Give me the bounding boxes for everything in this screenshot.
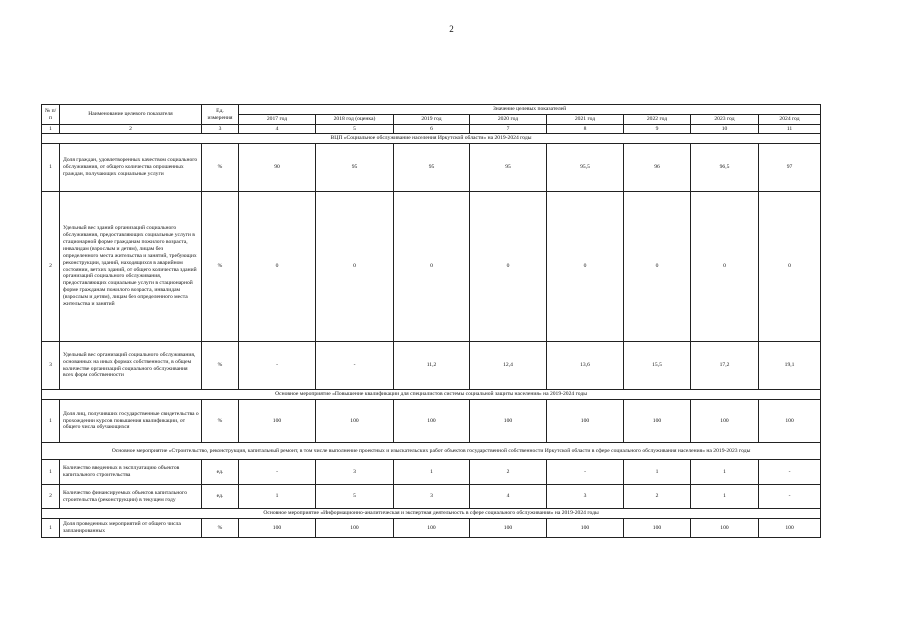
row-num: 1 <box>42 519 60 538</box>
column-number: 6 <box>394 125 470 134</box>
unit-cell: % <box>202 400 239 443</box>
row-num: 1 <box>42 144 60 192</box>
unit-cell: % <box>202 342 239 390</box>
table-row <box>42 519 821 538</box>
header-year: 2020 год <box>470 115 547 125</box>
header-year: 2017 год <box>239 115 316 125</box>
value-cell: 100 <box>239 519 316 538</box>
header-year: 2024 год <box>759 115 821 125</box>
value-cell: 0 <box>759 192 821 342</box>
value-cell: 100 <box>547 519 624 538</box>
table-row <box>42 460 821 485</box>
value-cell: 13,6 <box>547 342 624 390</box>
value-cell: 11,2 <box>394 342 470 390</box>
row-num: 1 <box>42 460 60 485</box>
section-title: Основное мероприятие «Информационно-аналитическая и экспертная деятельность в сфере социального обслуживания» на 2019-2024 годы <box>42 509 821 519</box>
value-cell: 5 <box>316 485 394 509</box>
value-cell: 4 <box>470 485 547 509</box>
header-year: 2018 год (оценка) <box>316 115 394 125</box>
column-number: 8 <box>547 125 624 134</box>
column-number: 3 <box>202 125 239 134</box>
header-unit: Ед. измерения <box>202 105 239 125</box>
value-cell: 1 <box>394 460 470 485</box>
table-row <box>42 485 821 509</box>
value-cell: 0 <box>394 192 470 342</box>
value-cell: 100 <box>470 519 547 538</box>
value-cell: - <box>239 342 316 390</box>
header-year: 2023 год <box>691 115 759 125</box>
value-cell: 1 <box>624 460 691 485</box>
value-cell: 100 <box>624 519 691 538</box>
section-title: Основное мероприятие «Строительство, реконструкция, капитальный ремонт, в том числе выполнение проектных и изыскательских работ объектов государственной собственности Иркутской области в сфере социального обслуживания населения» на 2019-2023 годы <box>42 443 821 460</box>
header-name: Наименование целевого показателя <box>60 105 202 125</box>
value-cell: - <box>316 342 394 390</box>
value-cell: 100 <box>394 519 470 538</box>
row-num: 2 <box>42 485 60 509</box>
column-number: 10 <box>691 125 759 134</box>
value-cell: 100 <box>239 400 316 443</box>
value-cell: - <box>547 460 624 485</box>
value-cell: 100 <box>470 400 547 443</box>
value-cell: 1 <box>691 485 759 509</box>
value-cell: 0 <box>239 192 316 342</box>
table-row <box>42 342 821 390</box>
unit-cell: % <box>202 519 239 538</box>
value-cell: 95 <box>394 144 470 192</box>
indicator-name: Количество финансируемых объектов капитального строительства (реконструкции) в текущем году <box>60 485 202 509</box>
value-cell: 100 <box>759 519 821 538</box>
indicator-name: Удельный вес организаций социального обслуживания, основанных на иных формах собственности, в общем количестве организаций социального обслуживания всех форм собственности <box>60 342 202 390</box>
value-cell: 100 <box>759 400 821 443</box>
value-cell: - <box>239 460 316 485</box>
value-cell: 100 <box>547 400 624 443</box>
header-num: № п/п <box>42 105 60 125</box>
indicator-name: Доля лиц, получивших государственные свидетельства о прохождении курсов повышения квалификации, от общего числа обучающихся <box>60 400 202 443</box>
header-year: 2022 год <box>624 115 691 125</box>
header-values-group: Значение целевых показателей <box>239 105 821 115</box>
section-title: ВЦП «Социальное обслуживание населения Иркутской области» на 2019-2024 годы <box>42 134 821 144</box>
row-num: 3 <box>42 342 60 390</box>
value-cell: 0 <box>624 192 691 342</box>
value-cell: 100 <box>394 400 470 443</box>
table-row <box>42 144 821 192</box>
value-cell: 100 <box>691 519 759 538</box>
column-number: 5 <box>316 125 394 134</box>
value-cell: 19,1 <box>759 342 821 390</box>
value-cell: 3 <box>547 485 624 509</box>
column-number: 2 <box>60 125 202 134</box>
value-cell: 0 <box>316 192 394 342</box>
unit-cell: ед. <box>202 460 239 485</box>
unit-cell: % <box>202 144 239 192</box>
value-cell: 0 <box>691 192 759 342</box>
section-title: Основное мероприятие «Повышение квалификации для специалистов системы социальной защиты населения» на 2019-2024 годы <box>42 390 821 400</box>
column-number: 4 <box>239 125 316 134</box>
column-number: 9 <box>624 125 691 134</box>
value-cell: 95,5 <box>547 144 624 192</box>
indicator-name: Доля проведенных мероприятий от общего числа запланированных <box>60 519 202 538</box>
value-cell: 17,2 <box>691 342 759 390</box>
value-cell: 100 <box>316 400 394 443</box>
value-cell: 2 <box>624 485 691 509</box>
column-number: 11 <box>759 125 821 134</box>
row-num: 1 <box>42 400 60 443</box>
column-number: 1 <box>42 125 60 134</box>
table-row <box>42 192 821 342</box>
indicator-name: Количество введенных в эксплуатацию объектов капитального строительства <box>60 460 202 485</box>
value-cell: 1 <box>239 485 316 509</box>
value-cell: 95 <box>316 144 394 192</box>
value-cell: 1 <box>691 460 759 485</box>
target-indicators-table <box>41 104 821 538</box>
column-number: 7 <box>470 125 547 134</box>
page-number: 2 <box>449 24 454 34</box>
value-cell: 90 <box>239 144 316 192</box>
value-cell: 100 <box>316 519 394 538</box>
unit-cell: ед. <box>202 485 239 509</box>
value-cell: 97 <box>759 144 821 192</box>
row-num: 2 <box>42 192 60 342</box>
indicator-name: Доля граждан, удовлетворенных качеством социального обслуживания, от общего количества опрошенных граждан, получающих социальные услуги <box>60 144 202 192</box>
value-cell: - <box>759 460 821 485</box>
value-cell: 3 <box>394 485 470 509</box>
value-cell: 0 <box>547 192 624 342</box>
value-cell: 12,4 <box>470 342 547 390</box>
value-cell: 0 <box>470 192 547 342</box>
value-cell: 2 <box>470 460 547 485</box>
table-row <box>42 400 821 443</box>
value-cell: 15,5 <box>624 342 691 390</box>
indicator-name: Удельный вес зданий организаций социального обслуживания, предоставляющих социальные услуги в стационарной форме гражданам пожилого возраста, инвалидам (взрослым и детям), лицам без определенного места жительства и занятий, требующих реконструкции, зданий, находящихся в аварийном состоянии, ветхих зданий, от общего количества зданий организаций социального обслуживания, предоставляющих социальные услуги в стационарной форме гражданам пожилого возраста, инвалидам (взрослым и детям), лицам без определенного места жительства и занятий <box>60 192 202 342</box>
value-cell: 96 <box>624 144 691 192</box>
value-cell: 100 <box>624 400 691 443</box>
value-cell: 95 <box>470 144 547 192</box>
header-year: 2021 год <box>547 115 624 125</box>
unit-cell: % <box>202 192 239 342</box>
value-cell: 96,5 <box>691 144 759 192</box>
header-year: 2019 год <box>394 115 470 125</box>
value-cell: 100 <box>691 400 759 443</box>
value-cell: 3 <box>316 460 394 485</box>
value-cell: - <box>759 485 821 509</box>
